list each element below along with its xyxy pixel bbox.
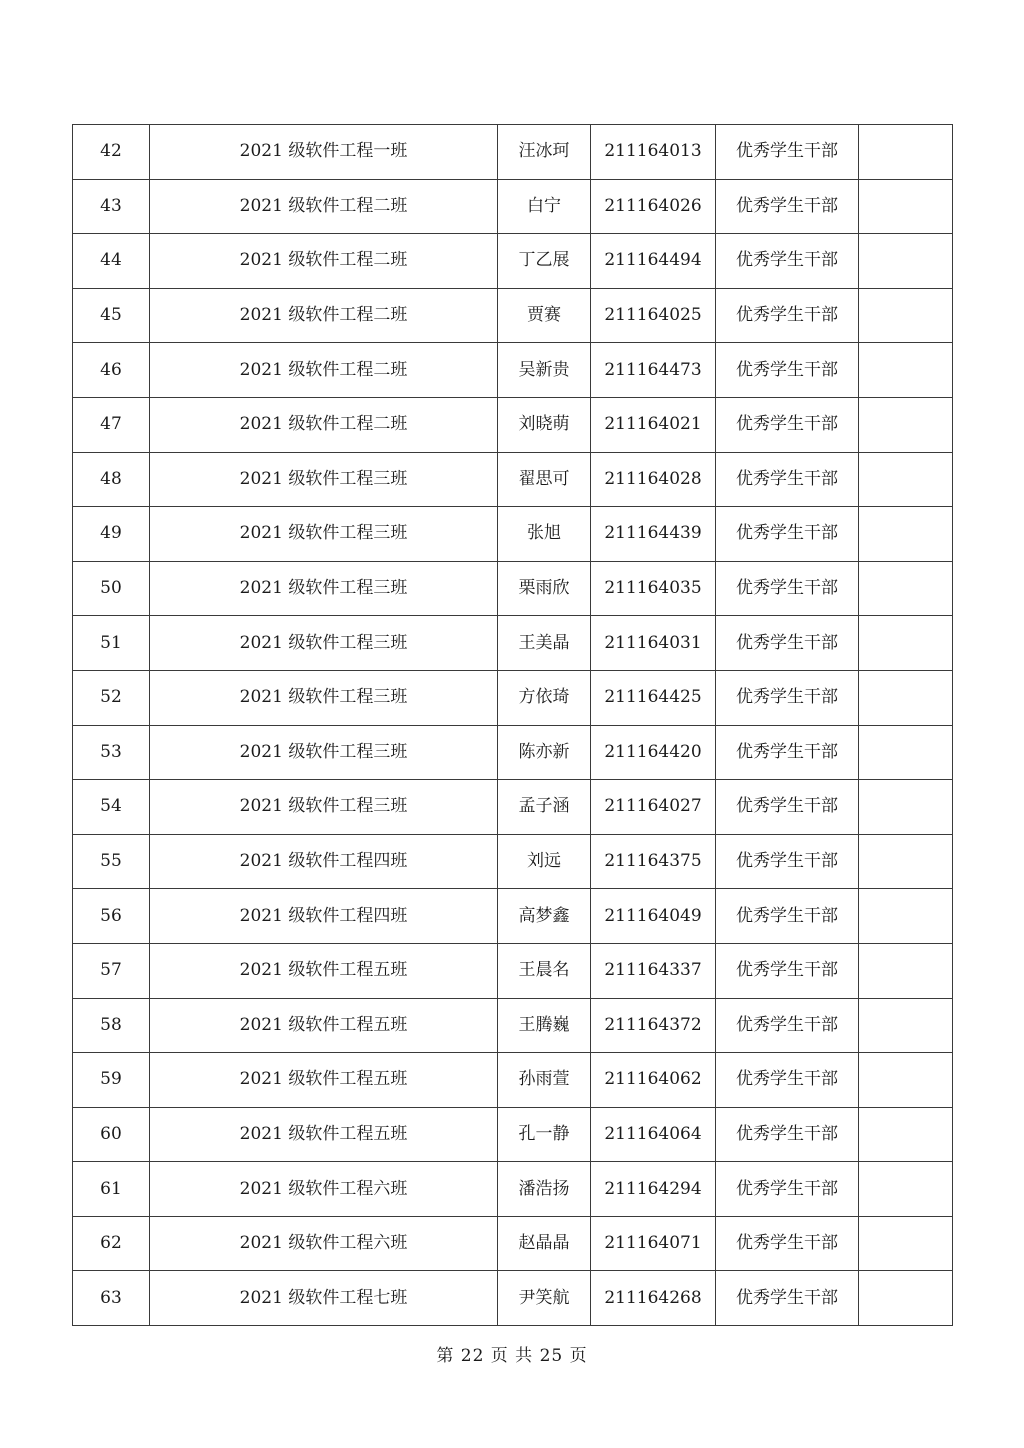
student-name-cell: 尹笑航: [498, 1271, 591, 1326]
student-id-cell: 211164420: [591, 725, 716, 780]
student-name-cell: 刘晓萌: [498, 397, 591, 452]
student-name-cell: 汪冰珂: [498, 125, 591, 180]
class-name-cell: 2021 级软件工程五班: [150, 943, 498, 998]
row-number-cell: 60: [73, 1107, 150, 1162]
remarks-cell: [859, 998, 953, 1053]
remarks-cell: [859, 179, 953, 234]
honor-title-cell: 优秀学生干部: [716, 452, 859, 507]
class-name-cell: 2021 级软件工程二班: [150, 234, 498, 289]
student-id-cell: 211164071: [591, 1216, 716, 1271]
remarks-cell: [859, 616, 953, 671]
student-name-cell: 翟思可: [498, 452, 591, 507]
remarks-cell: [859, 1107, 953, 1162]
honor-title-cell: 优秀学生干部: [716, 1216, 859, 1271]
class-name-cell: 2021 级软件工程三班: [150, 780, 498, 835]
table-row: [73, 234, 953, 289]
remarks-cell: [859, 889, 953, 944]
student-id-cell: 211164049: [591, 889, 716, 944]
table-row: [73, 616, 953, 671]
honor-title-cell: 优秀学生干部: [716, 725, 859, 780]
page-number-footer: 第 22 页 共 25 页: [436, 1346, 588, 1366]
row-number-cell: 46: [73, 343, 150, 398]
table-row: [73, 1053, 953, 1108]
student-name-cell: 王晨名: [498, 943, 591, 998]
student-honor-table: [72, 124, 953, 1326]
student-name-cell: 王美晶: [498, 616, 591, 671]
row-number-cell: 50: [73, 561, 150, 616]
remarks-cell: [859, 125, 953, 180]
honor-title-cell: 优秀学生干部: [716, 780, 859, 835]
student-name-cell: 方依琦: [498, 670, 591, 725]
class-name-cell: 2021 级软件工程五班: [150, 1107, 498, 1162]
honor-title-cell: 优秀学生干部: [716, 1053, 859, 1108]
row-number-cell: 47: [73, 397, 150, 452]
honor-title-cell: 优秀学生干部: [716, 343, 859, 398]
honor-title-cell: 优秀学生干部: [716, 998, 859, 1053]
row-number-cell: 42: [73, 125, 150, 180]
table-row: [73, 507, 953, 562]
class-name-cell: 2021 级软件工程七班: [150, 1271, 498, 1326]
honor-title-cell: 优秀学生干部: [716, 1162, 859, 1217]
class-name-cell: 2021 级软件工程一班: [150, 125, 498, 180]
student-id-cell: 211164337: [591, 943, 716, 998]
row-number-cell: 63: [73, 1271, 150, 1326]
class-name-cell: 2021 级软件工程二班: [150, 397, 498, 452]
remarks-cell: [859, 561, 953, 616]
student-name-cell: 潘浩扬: [498, 1162, 591, 1217]
remarks-cell: [859, 834, 953, 889]
student-id-cell: 211164031: [591, 616, 716, 671]
table-row: [73, 1216, 953, 1271]
row-number-cell: 43: [73, 179, 150, 234]
remarks-cell: [859, 397, 953, 452]
honor-title-cell: 优秀学生干部: [716, 561, 859, 616]
student-name-cell: 吴新贵: [498, 343, 591, 398]
table-row: [73, 561, 953, 616]
student-name-cell: 刘远: [498, 834, 591, 889]
student-id-cell: 211164268: [591, 1271, 716, 1326]
student-name-cell: 贾赛: [498, 288, 591, 343]
student-id-cell: 211164439: [591, 507, 716, 562]
remarks-cell: [859, 452, 953, 507]
student-name-cell: 孔一静: [498, 1107, 591, 1162]
student-id-cell: 211164064: [591, 1107, 716, 1162]
class-name-cell: 2021 级软件工程二班: [150, 288, 498, 343]
row-number-cell: 57: [73, 943, 150, 998]
student-id-cell: 211164294: [591, 1162, 716, 1217]
remarks-cell: [859, 1053, 953, 1108]
row-number-cell: 51: [73, 616, 150, 671]
row-number-cell: 61: [73, 1162, 150, 1217]
honor-title-cell: 优秀学生干部: [716, 616, 859, 671]
student-name-cell: 栗雨欣: [498, 561, 591, 616]
table-row: [73, 343, 953, 398]
honor-title-cell: 优秀学生干部: [716, 1107, 859, 1162]
honor-title-cell: 优秀学生干部: [716, 397, 859, 452]
honor-title-cell: 优秀学生干部: [716, 889, 859, 944]
remarks-cell: [859, 1162, 953, 1217]
table-row: [73, 670, 953, 725]
table-body: [73, 125, 953, 1326]
row-number-cell: 55: [73, 834, 150, 889]
row-number-cell: 59: [73, 1053, 150, 1108]
student-id-cell: 211164021: [591, 397, 716, 452]
table-row: [73, 288, 953, 343]
table-row: [73, 397, 953, 452]
student-name-cell: 陈亦新: [498, 725, 591, 780]
table-row: [73, 1107, 953, 1162]
honor-title-cell: 优秀学生干部: [716, 234, 859, 289]
table-row: [73, 179, 953, 234]
table-row: [73, 1162, 953, 1217]
honor-title-cell: 优秀学生干部: [716, 1271, 859, 1326]
remarks-cell: [859, 725, 953, 780]
student-name-cell: 孙雨萱: [498, 1053, 591, 1108]
student-name-cell: 王腾巍: [498, 998, 591, 1053]
student-id-cell: 211164425: [591, 670, 716, 725]
student-id-cell: 211164375: [591, 834, 716, 889]
student-id-cell: 211164372: [591, 998, 716, 1053]
table-row: [73, 889, 953, 944]
row-number-cell: 48: [73, 452, 150, 507]
student-id-cell: 211164062: [591, 1053, 716, 1108]
class-name-cell: 2021 级软件工程二班: [150, 179, 498, 234]
table-row: [73, 780, 953, 835]
student-id-cell: 211164035: [591, 561, 716, 616]
row-number-cell: 54: [73, 780, 150, 835]
row-number-cell: 58: [73, 998, 150, 1053]
student-name-cell: 孟子涵: [498, 780, 591, 835]
student-id-cell: 211164026: [591, 179, 716, 234]
table-row: [73, 998, 953, 1053]
table-row: [73, 834, 953, 889]
student-id-cell: 211164494: [591, 234, 716, 289]
student-name-cell: 张旭: [498, 507, 591, 562]
row-number-cell: 45: [73, 288, 150, 343]
class-name-cell: 2021 级软件工程三班: [150, 725, 498, 780]
class-name-cell: 2021 级软件工程四班: [150, 889, 498, 944]
remarks-cell: [859, 943, 953, 998]
class-name-cell: 2021 级软件工程六班: [150, 1216, 498, 1271]
table-row: [73, 1271, 953, 1326]
honor-title-cell: 优秀学生干部: [716, 507, 859, 562]
row-number-cell: 62: [73, 1216, 150, 1271]
row-number-cell: 53: [73, 725, 150, 780]
row-number-cell: 44: [73, 234, 150, 289]
remarks-cell: [859, 234, 953, 289]
student-id-cell: 211164473: [591, 343, 716, 398]
class-name-cell: 2021 级软件工程三班: [150, 616, 498, 671]
honor-title-cell: 优秀学生干部: [716, 670, 859, 725]
class-name-cell: 2021 级软件工程六班: [150, 1162, 498, 1217]
class-name-cell: 2021 级软件工程五班: [150, 998, 498, 1053]
class-name-cell: 2021 级软件工程四班: [150, 834, 498, 889]
honor-title-cell: 优秀学生干部: [716, 179, 859, 234]
table-row: [73, 725, 953, 780]
row-number-cell: 56: [73, 889, 150, 944]
remarks-cell: [859, 507, 953, 562]
class-name-cell: 2021 级软件工程三班: [150, 507, 498, 562]
student-name-cell: 白宁: [498, 179, 591, 234]
student-name-cell: 高梦鑫: [498, 889, 591, 944]
student-name-cell: 丁乙展: [498, 234, 591, 289]
class-name-cell: 2021 级软件工程三班: [150, 670, 498, 725]
class-name-cell: 2021 级软件工程二班: [150, 343, 498, 398]
row-number-cell: 52: [73, 670, 150, 725]
row-number-cell: 49: [73, 507, 150, 562]
student-id-cell: 211164025: [591, 288, 716, 343]
student-id-cell: 211164027: [591, 780, 716, 835]
honor-title-cell: 优秀学生干部: [716, 125, 859, 180]
class-name-cell: 2021 级软件工程三班: [150, 561, 498, 616]
remarks-cell: [859, 1271, 953, 1326]
honor-title-cell: 优秀学生干部: [716, 943, 859, 998]
student-id-cell: 211164013: [591, 125, 716, 180]
remarks-cell: [859, 343, 953, 398]
class-name-cell: 2021 级软件工程三班: [150, 452, 498, 507]
table-row: [73, 452, 953, 507]
student-name-cell: 赵晶晶: [498, 1216, 591, 1271]
honor-title-cell: 优秀学生干部: [716, 834, 859, 889]
remarks-cell: [859, 288, 953, 343]
student-id-cell: 211164028: [591, 452, 716, 507]
honor-title-cell: 优秀学生干部: [716, 288, 859, 343]
remarks-cell: [859, 780, 953, 835]
table-row: [73, 125, 953, 180]
class-name-cell: 2021 级软件工程五班: [150, 1053, 498, 1108]
remarks-cell: [859, 670, 953, 725]
remarks-cell: [859, 1216, 953, 1271]
table-row: [73, 943, 953, 998]
